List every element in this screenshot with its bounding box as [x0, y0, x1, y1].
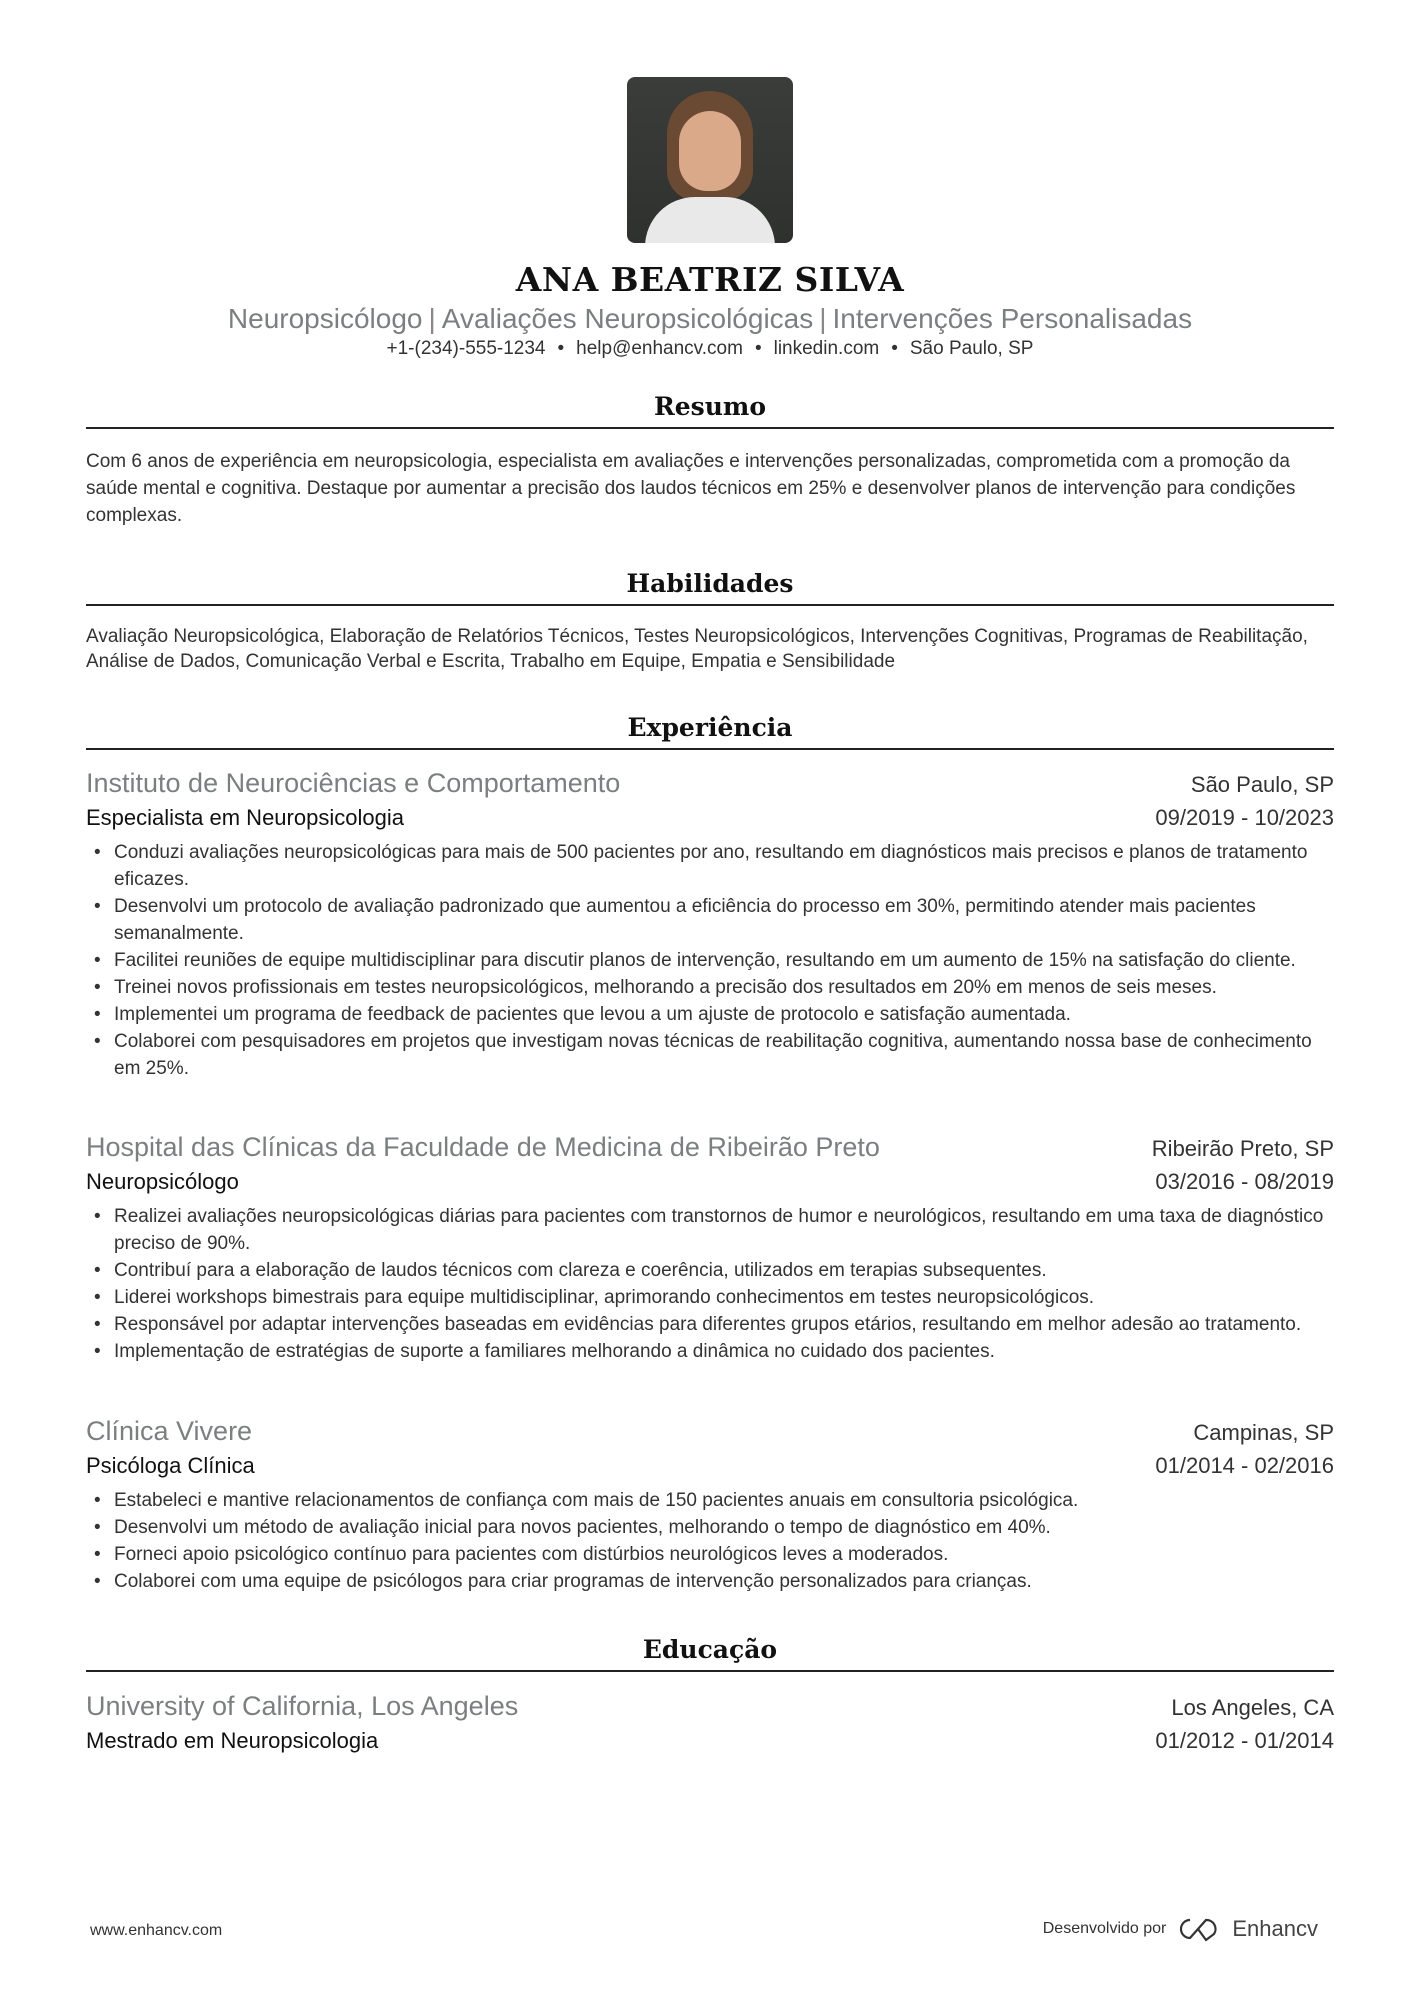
section-heading-summary: Resumo — [86, 392, 1334, 429]
job-location: Ribeirão Preto, SP — [1151, 1136, 1334, 1161]
experience-entry — [86, 1129, 1334, 1365]
job-bullets — [86, 1487, 1334, 1595]
profile-photo — [627, 77, 793, 243]
section-heading-education: Educação — [86, 1635, 1334, 1672]
job-role: Neuropsicólogo — [86, 1169, 239, 1194]
bullet-item: • Desenvolvi um método de avaliação inicial para novos pacientes, melhorando o tempo de diagnóstico em 40%. — [86, 1514, 1334, 1541]
bullet-item: • Desenvolvi um protocolo de avaliação padronizado que aumentou a eficiência do processo em 30%, permitindo atender mais pacientes semanalmente. — [86, 893, 1334, 947]
bullet-item: • Contribuí para a elaboração de laudos técnicos com clareza e coerência, utilizados em terapias subsequentes. — [86, 1257, 1334, 1284]
powered-by-label: Desenvolvido por — [1042, 1920, 1167, 1937]
section-heading-experience: Experiência — [86, 713, 1334, 750]
bullet-item: • Forneci apoio psicológico contínuo para pacientes com distúrbios neurológicos leves a moderados. — [86, 1541, 1334, 1568]
job-bullets — [86, 1203, 1334, 1365]
company-name: Instituto de Neurociências e Comportamento — [86, 768, 621, 798]
bullet-item: • Responsável por adaptar intervenções baseadas em evidências para diferentes grupos etários, resultando em melhor adesão ao tratamento. — [86, 1311, 1334, 1338]
job-dates: 09/2019 - 10/2023 — [1155, 805, 1334, 830]
skills-text: Avaliação Neuropsicológica, Elaboração de Relatórios Técnicos, Testes Neuropsicológicos, Intervenções Cognitivas, Programas de Reabilitação, Análise de Dados, Comunicação Verbal e Escrita, Trabalho em Equipe, Empatia e Sensibilidade — [86, 626, 1308, 672]
bullet-item: • Implementei um programa de feedback de pacientes que levou a um ajuste de protocolo e satisfação aumentada. — [86, 1001, 1334, 1028]
job-role: Especialista em Neuropsicologia — [86, 805, 404, 830]
bullet-item: • Conduzi avaliações neuropsicológicas para mais de 500 pacientes por ano, resultando em diagnósticos mais precisos e planos de tratamento eficazes. — [86, 839, 1334, 893]
bullet-item: • Liderei workshops bimestrais para equipe multidisciplinar, aprimorando conhecimentos em testes neuropsicológicos. — [86, 1284, 1334, 1311]
contact-info: +1-(234)-555-1234 • help@enhancv.com • linkedin.com • São Paulo, SP — [386, 338, 1034, 359]
footer-branding — [1043, 1916, 1318, 1942]
experience-entry — [86, 765, 1334, 1082]
bullet-item: • Treinei novos profissionais em testes neuropsicológicos, melhorando a precisão dos resultados em 20% em menos de seis meses. — [86, 974, 1334, 1001]
bullet-item: • Estabeleci e mantive relacionamentos de confiança com mais de 150 pacientes anuais em consultoria psicológica. — [86, 1487, 1334, 1514]
headline: Neuropsicólogo | Avaliações Neuropsicológicas | Intervenções Personalisadas — [227, 303, 1193, 334]
bullet-item: • Colaborei com uma equipe de psicólogos para criar programas de intervenção personalizados para crianças. — [86, 1568, 1334, 1595]
job-dates: 03/2016 - 08/2019 — [1155, 1169, 1334, 1194]
job-location: Campinas, SP — [1193, 1420, 1334, 1445]
footer-website-link[interactable]: www.enhancv.com — [90, 1922, 223, 1939]
job-location: São Paulo, SP — [1190, 772, 1334, 797]
bullet-item: • Colaborei com pesquisadores em projetos que investigam novas técnicas de reabilitação cognitiva, aumentando nossa base de conhecimento em 25%. — [86, 1028, 1334, 1082]
bullet-item: • Implementação de estratégias de suporte a familiares melhorando a dinâmica no cuidado dos pacientes. — [86, 1338, 1334, 1365]
candidate-name: ANA BEATRIZ SILVA — [515, 260, 905, 299]
job-dates: 01/2014 - 02/2016 — [1155, 1453, 1334, 1478]
email-link[interactable]: help@enhancv.com — [576, 338, 743, 359]
enhancv-logo-icon — [1176, 1916, 1222, 1942]
company-name: Clínica Vivere — [86, 1416, 253, 1446]
school-location: Los Angeles, CA — [1171, 1695, 1334, 1720]
headline-title: Intervenções Personalisadas — [832, 303, 1193, 334]
education-entry — [86, 1688, 1334, 1758]
location: São Paulo, SP — [909, 338, 1034, 359]
bullet-item: • Facilitei reuniões de equipe multidisciplinar para discutir planos de intervenção, resultando em um aumento de 15% na satisfação do cliente. — [86, 947, 1334, 974]
linkedin-link[interactable]: linkedin.com — [773, 338, 880, 359]
education-dates: 01/2012 - 01/2014 — [1155, 1728, 1334, 1753]
experience-entry — [86, 1413, 1334, 1595]
summary-text: Com 6 anos de experiência em neuropsicologia, especialista em avaliações e intervenções personalizadas, comprometida com a promoção da saúde mental e cognitiva. Destaque por aumentar a precisão dos laudos técnicos em 25% e desenvolver planos de intervenção para condições complexas. — [86, 451, 1296, 526]
degree: Mestrado em Neuropsicologia — [86, 1728, 379, 1753]
company-name: Hospital das Clínicas da Faculdade de Medicina de Ribeirão Preto — [86, 1132, 880, 1162]
school-name: University of California, Los Angeles — [86, 1691, 519, 1721]
phone: +1-(234)-555-1234 — [386, 338, 546, 359]
bullet-item: • Realizei avaliações neuropsicológicas diárias para pacientes com transtornos de humor e neurológicos, resultando em uma taxa de diagnóstico preciso de 90%. — [86, 1203, 1334, 1257]
section-heading-skills: Habilidades — [86, 569, 1334, 606]
enhancv-brand[interactable]: Enhancv — [1232, 1916, 1318, 1941]
headline-title: Avaliações Neuropsicológicas — [441, 303, 814, 334]
job-bullets — [86, 839, 1334, 1082]
job-role: Psicóloga Clínica — [86, 1453, 255, 1478]
headline-title: Neuropsicólogo — [227, 303, 423, 334]
